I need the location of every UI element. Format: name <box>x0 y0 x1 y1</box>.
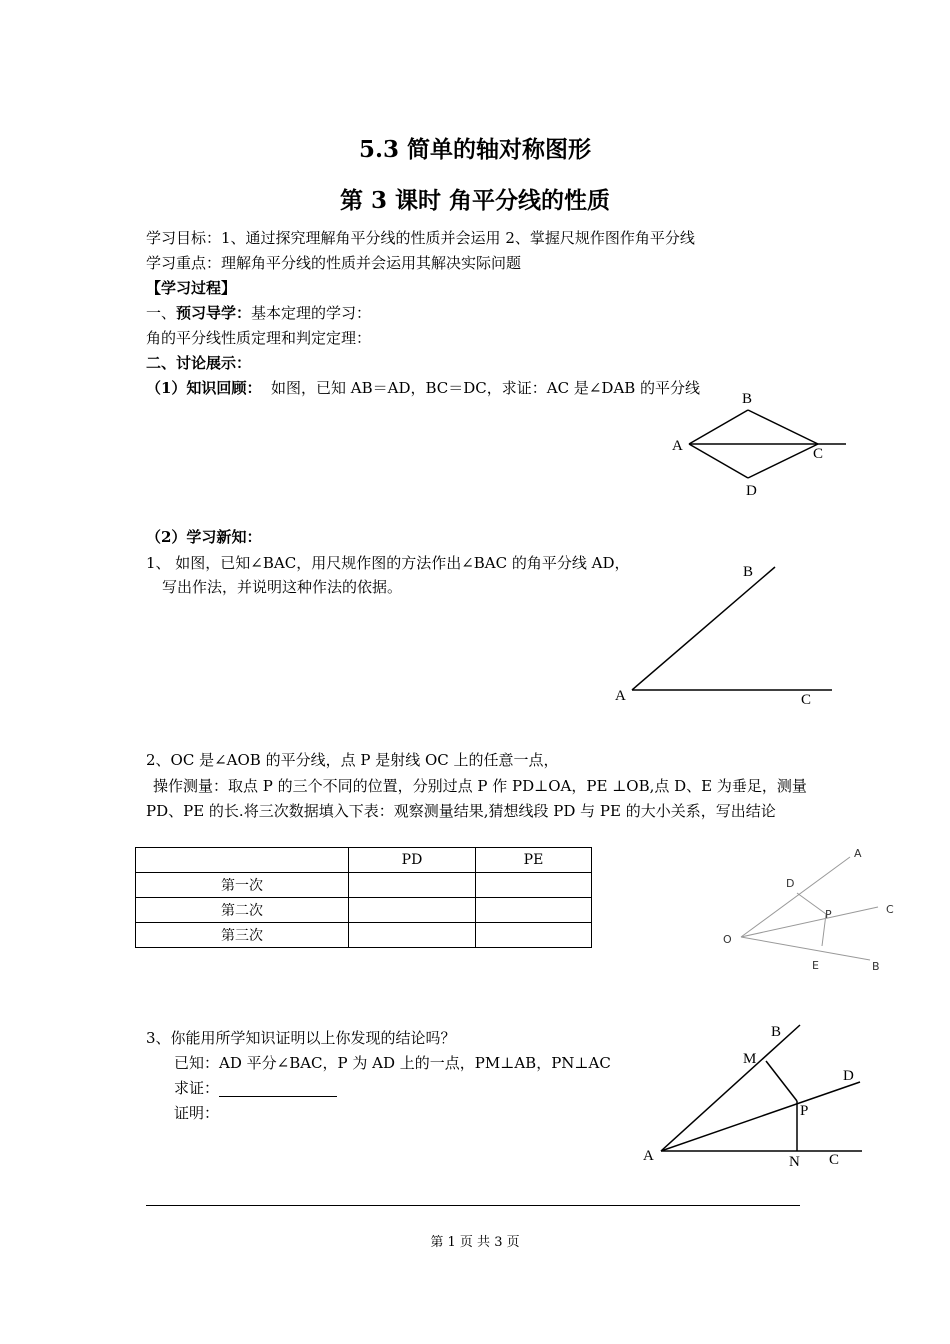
kite-label-c: C <box>813 446 824 462</box>
section-preview-rest: 基本定理的学习： <box>251 304 372 322</box>
angle-label-a: A <box>615 688 626 704</box>
section-discussion: 二、讨论展示： <box>146 354 252 372</box>
review-label: （1）知识回顾： <box>146 379 262 397</box>
measure-label-d: D <box>786 877 795 890</box>
proof-label-m: M <box>743 1051 757 1067</box>
proof-label-b: B <box>771 1024 782 1040</box>
measure-label-o: O <box>723 933 732 946</box>
measure-label-c: C <box>886 903 894 916</box>
question-3-proof: 证明： <box>174 1104 220 1122</box>
footer-divider <box>146 1205 800 1206</box>
question-2-line2: 操作测量：取点 P 的三个不同的位置，分别过点 P 作 PD⊥OA，PE ⊥OB,点 D、E 为垂足，测量 <box>153 777 807 795</box>
page-title: 5.3 简单的轴对称图形 <box>358 136 592 163</box>
question-2-line1: 2、OC 是∠AOB 的平分线，点 P 是射线 OC 上的任意一点， <box>146 751 559 769</box>
proof-label-n: N <box>789 1154 800 1170</box>
proof-label-c: C <box>829 1152 840 1168</box>
learning-goals: 学习目标：1、通过探究理解角平分线的性质并会运用 2、掌握尺规作图作角平分线 <box>146 229 695 247</box>
measure-label-p: P <box>825 908 832 921</box>
table-header-pd: PD <box>349 848 476 873</box>
question-1-line1: 1、 如图，已知∠BAC，用尺规作图的方法作出∠BAC 的角平分线 AD， <box>146 554 630 572</box>
theorem-line: 角的平分线性质定理和判定定理： <box>146 329 372 347</box>
section-preview-prefix: 一、 <box>146 304 177 322</box>
new-knowledge-label: （2）学习新知： <box>146 528 262 546</box>
question-2-line3: PD、PE 的长.将三次数据填入下表：观察测量结果,猜想线段 PD 与 PE 的大小关系，写出结论 <box>146 802 776 820</box>
page-number: 第 1 页 共 3 页 <box>430 1235 520 1250</box>
section-preview-bold: 预习导学： <box>176 304 252 322</box>
prove-label: 求证： <box>174 1079 220 1097</box>
angle-label-c: C <box>801 692 812 708</box>
proof-label-a: A <box>643 1148 654 1164</box>
table-row-label: 第二次 <box>136 898 349 923</box>
kite-label-d: D <box>746 483 757 499</box>
review-text: 如图，已知 AB＝AD，BC＝DC，求证：AC 是∠DAB 的平分线 <box>271 379 701 397</box>
table-row-label: 第一次 <box>136 873 349 898</box>
table-row-label: 第三次 <box>136 923 349 948</box>
process-label: 【学习过程】 <box>146 279 237 297</box>
measure-label-e: E <box>812 959 819 972</box>
question-1-line2: 写出作法，并说明这种作法的依据。 <box>162 578 403 596</box>
proof-label-d: D <box>843 1068 854 1084</box>
measure-label-b: B <box>872 960 880 973</box>
kite-label-b: B <box>742 391 753 407</box>
lesson-subtitle: 第 3 课时 角平分线的性质 <box>339 187 611 214</box>
measure-label-a: A <box>854 847 862 860</box>
proof-label-p: P <box>800 1103 809 1119</box>
question-3-given: 已知：AD 平分∠BAC，P 为 AD 上的一点，PM⊥AB，PN⊥AC <box>174 1054 611 1072</box>
key-points: 学习重点：理解角平分线的性质并会运用其解决实际问题 <box>146 254 522 272</box>
kite-label-a: A <box>672 438 683 454</box>
angle-label-b: B <box>743 564 754 580</box>
table-header-pe: PE <box>476 848 592 873</box>
question-3-line1: 3、你能用所学知识证明以上你发现的结论吗？ <box>146 1029 456 1047</box>
